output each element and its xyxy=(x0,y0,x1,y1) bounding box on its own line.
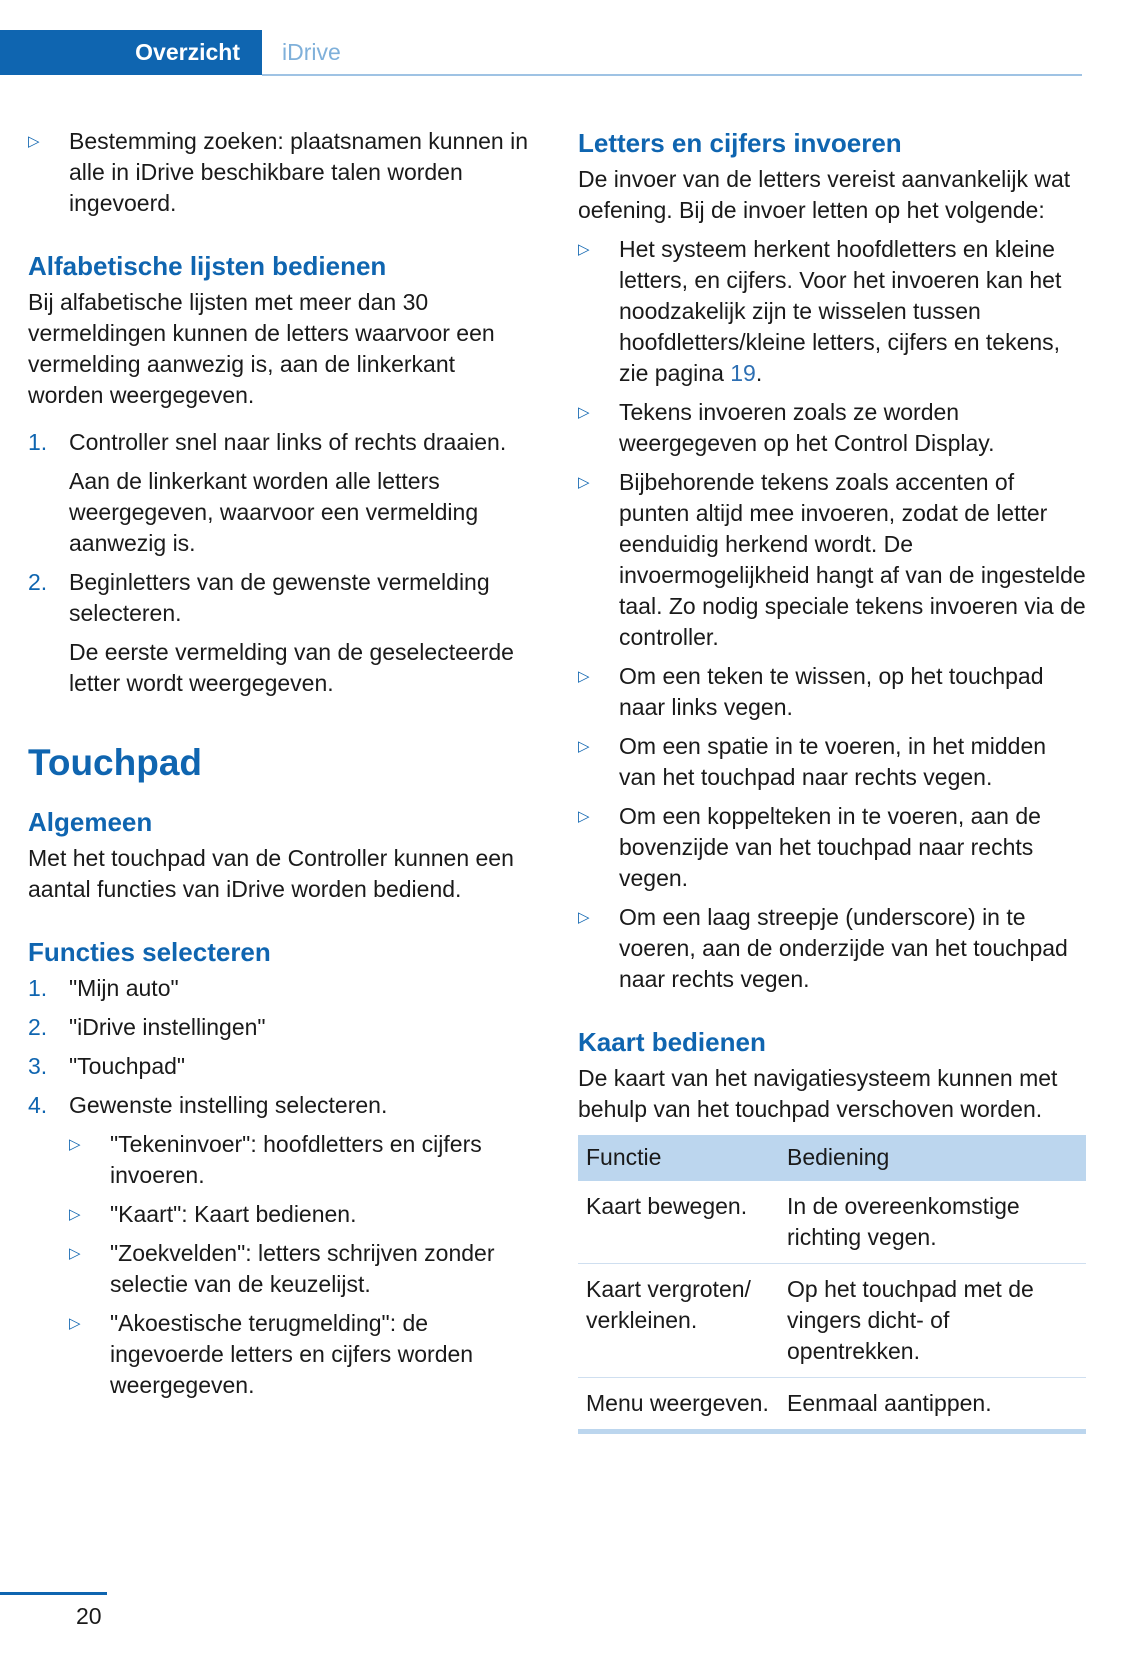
triangle-bullet-icon: ▷ xyxy=(578,909,590,926)
step-number: 4. xyxy=(28,1092,48,1118)
list-item xyxy=(578,467,1086,653)
list-item xyxy=(28,427,533,559)
cell-function: Kaart vergroten/ verkleinen. xyxy=(578,1264,779,1378)
paragraph: De invoer van de letters vereist aanvankelijk wat oefening. Bij de invoer letten op het volgende: xyxy=(578,166,1071,223)
triangle-bullet-icon: ▷ xyxy=(69,1206,81,1223)
right-column xyxy=(578,126,1086,1434)
column-header-function: Functie xyxy=(578,1135,779,1181)
footer-rule xyxy=(0,1592,107,1595)
bullet-text: Om een teken te wissen, op het touchpad naar links vegen. xyxy=(619,663,1044,720)
list-item xyxy=(578,397,1086,459)
list-item xyxy=(578,731,1086,793)
page-reference-link[interactable]: 19 xyxy=(730,360,756,386)
subitem-text: "Kaart": Kaart bedienen. xyxy=(110,1201,357,1227)
step-text: "Mijn auto" xyxy=(69,975,179,1001)
heading-alphabetic-lists: Alfabetische lijsten bedienen xyxy=(28,251,387,281)
table-row xyxy=(578,1378,1086,1432)
triangle-bullet-icon: ▷ xyxy=(578,404,590,421)
cell-operation: Op het touchpad met de vingers dicht- of opentrekken. xyxy=(779,1264,1086,1378)
list-item xyxy=(28,567,533,699)
list-item xyxy=(69,1308,533,1401)
chapter-tab: Overzicht xyxy=(0,30,262,75)
step-text: "Touchpad" xyxy=(69,1053,186,1079)
triangle-bullet-icon: ▷ xyxy=(69,1136,81,1153)
list-item xyxy=(69,1238,533,1300)
subitem-text: "Tekeninvoer": hoofdletters en cijfers invoeren. xyxy=(110,1131,482,1188)
bullet-text-main: Het systeem herkent hoofdletters en kleine letters, en cijfers. Voor het invoeren kan het noodzakelijk zijn te wisselen tussen hoofdletters/kleine letters, cijfers en tekens, zie pagina xyxy=(619,236,1062,386)
triangle-bullet-icon: ▷ xyxy=(578,668,590,685)
step-number: 1. xyxy=(28,975,48,1001)
table-row xyxy=(578,1264,1086,1378)
bullet-text: Tekens invoeren zoals ze worden weergegeven op het Control Display. xyxy=(619,399,995,456)
column-header-operation: Bediening xyxy=(779,1135,1086,1181)
header-rule xyxy=(262,74,1082,76)
triangle-bullet-icon: ▷ xyxy=(578,738,590,755)
left-column xyxy=(28,126,533,1409)
bullet-text: Bijbehorende tekens zoals accenten of punten altijd mee invoeren, zodat de letter eenduidig herkend wordt. De invoermogelijkheid hangt af van de ingestelde taal. Zo nodig speciale tekens invoeren via de controller. xyxy=(619,469,1086,650)
heading-letters-numbers: Letters en cijfers invoeren xyxy=(578,128,902,158)
paragraph: Met het touchpad van de Controller kunnen een aantal functies van iDrive worden bediend. xyxy=(28,845,514,902)
triangle-bullet-icon: ▷ xyxy=(578,241,590,258)
cell-function: Kaart bewegen. xyxy=(578,1181,779,1264)
heading-map-control: Kaart bedienen xyxy=(578,1027,766,1057)
list-item xyxy=(28,973,533,1004)
step-number: 2. xyxy=(28,569,48,595)
page-number: 20 xyxy=(76,1603,102,1629)
list-item xyxy=(28,1051,533,1082)
table-header-row xyxy=(578,1135,1086,1181)
list-item xyxy=(578,661,1086,723)
list-item xyxy=(28,1012,533,1043)
bullet-text-end: . xyxy=(755,360,763,386)
triangle-bullet-icon: ▷ xyxy=(578,474,590,491)
list-item xyxy=(28,126,533,219)
step-text: Controller snel naar links of rechts draaien. xyxy=(69,429,507,455)
heading-select-functions: Functies selecteren xyxy=(28,937,271,967)
step-number: 3. xyxy=(28,1053,48,1079)
list-item xyxy=(578,902,1086,995)
subitem-text: "Zoekvelden": letters schrijven zonder selectie van de keuzelijst. xyxy=(110,1240,495,1297)
list-item xyxy=(69,1199,533,1230)
step-note: De eerste vermelding van de geselecteerde letter wordt weergegeven. xyxy=(69,639,514,696)
step-number: 2. xyxy=(28,1014,48,1040)
table-row xyxy=(578,1181,1086,1264)
paragraph: De kaart van het navigatiesysteem kunnen met behulp van het touchpad verschoven worden. xyxy=(578,1065,1058,1122)
triangle-bullet-icon: ▷ xyxy=(69,1315,81,1332)
bullet-text xyxy=(619,234,1086,389)
cell-operation: In de overeenkomstige richting vegen. xyxy=(779,1181,1086,1264)
triangle-bullet-icon: ▷ xyxy=(578,808,590,825)
step-text: Gewenste instelling selecteren. xyxy=(69,1092,388,1118)
list-item xyxy=(69,1129,533,1191)
step-text: Beginletters van de gewenste vermelding selecteren. xyxy=(69,569,490,626)
step-note: Aan de linkerkant worden alle letters weergegeven, waarvoor een vermelding aanwezig is. xyxy=(69,468,479,556)
step-text: "iDrive instellingen" xyxy=(69,1014,266,1040)
map-control-table xyxy=(578,1135,1086,1434)
list-item xyxy=(578,234,1086,389)
bullet-text: Om een spatie in te voeren, in het midden van het touchpad naar rechts vegen. xyxy=(619,733,1047,790)
cell-function: Menu weergeven. xyxy=(586,1390,769,1416)
triangle-bullet-icon: ▷ xyxy=(28,133,40,150)
subitem-text: "Akoestische terugmelding": de ingevoerde letters en cijfers worden weergegeven. xyxy=(110,1310,474,1398)
step-number: 1. xyxy=(28,429,48,455)
section-title: iDrive xyxy=(282,39,341,65)
paragraph: Bij alfabetische lijsten met meer dan 30 vermeldingen kunnen de letters waarvoor een vermelding aanwezig is, aan de linkerkant worden weergegeven. xyxy=(28,289,495,408)
bullet-text: Om een laag streepje (underscore) in te voeren, aan de onderzijde van het touchpad naar rechts vegen. xyxy=(619,904,1068,992)
bullet-text: Om een koppelteken in te voeren, aan de bovenzijde van het touchpad naar rechts vegen. xyxy=(619,803,1041,891)
bullet-text: Bestemming zoeken: plaatsnamen kunnen in alle in iDrive beschikbare talen worden ingevoerd. xyxy=(69,128,529,216)
list-item xyxy=(28,1090,533,1121)
triangle-bullet-icon: ▷ xyxy=(69,1245,81,1262)
heading-general: Algemeen xyxy=(28,807,153,837)
cell-operation: Eenmaal aantippen. xyxy=(787,1390,992,1416)
list-item xyxy=(578,801,1086,894)
heading-touchpad: Touchpad xyxy=(28,742,203,783)
